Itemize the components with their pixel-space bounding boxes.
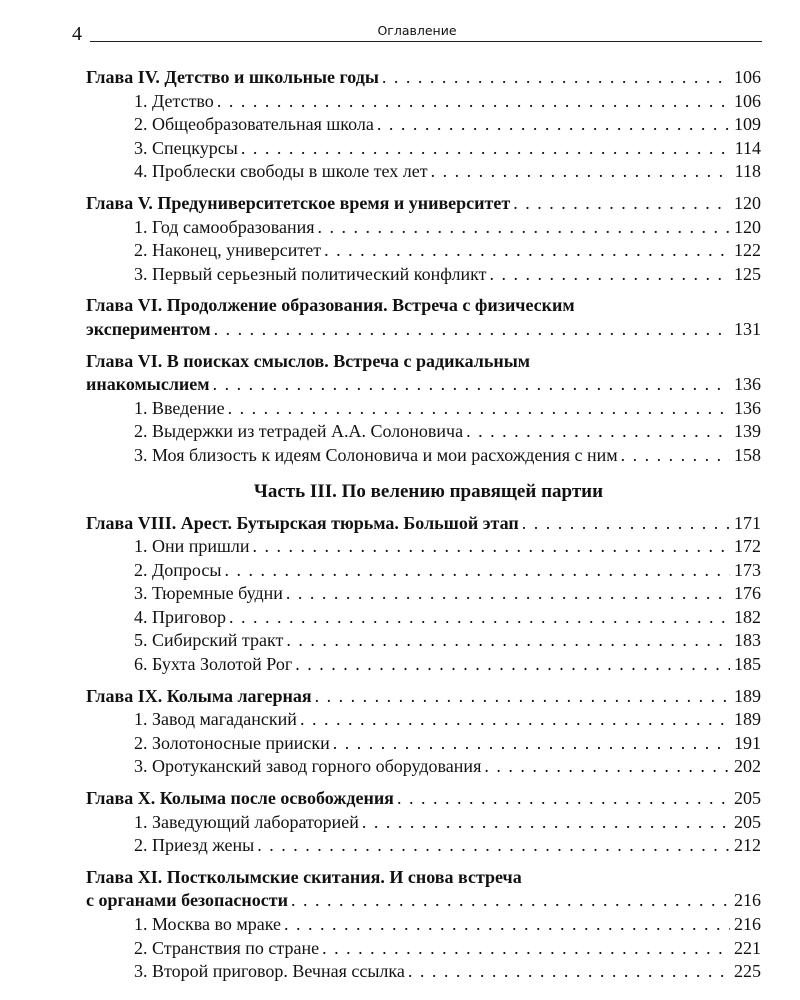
chapter-page: 171 — [734, 512, 761, 533]
table-of-contents — [86, 66, 761, 984]
entry-title: 3. Оротуканский завод горного оборудования — [134, 756, 482, 777]
chapter-page: 131 — [734, 318, 761, 339]
page-number: 4 — [72, 23, 82, 45]
header-rule — [90, 41, 762, 42]
entry-page: 114 — [734, 137, 761, 158]
entry-title: 1. Заведующий лабораторией — [134, 811, 359, 832]
toc-chapter-11-line1[interactable]: Глава XI. Постколымские скитания. И снова встреча — [86, 866, 522, 887]
entry-title: 3. Моя близость к идеям Солоновича и мои расхождения с ним — [134, 444, 618, 465]
dot-leader — [324, 239, 730, 263]
dot-leader — [362, 811, 730, 835]
toc-entry[interactable] — [86, 535, 761, 559]
entry-title: 2. Странствия по стране — [134, 937, 320, 958]
entry-title: 2. Наконец, университет — [134, 240, 322, 261]
dot-leader — [408, 960, 730, 984]
toc-entry[interactable] — [86, 263, 761, 287]
entry-title: 5. Сибирский тракт — [134, 630, 284, 651]
toc-chapter-6-line1[interactable]: Глава VI. Продолжение образования. Встреча с физическим — [86, 295, 575, 316]
entry-title: 1. Они пришли — [134, 536, 250, 557]
entry-page: 212 — [734, 835, 761, 856]
toc-entry[interactable] — [86, 811, 761, 835]
chapter-page: 106 — [734, 67, 761, 87]
toc-entry[interactable] — [86, 137, 761, 161]
toc-chapter-6-line2[interactable] — [86, 318, 761, 342]
entry-title: 2. Допросы — [134, 559, 222, 580]
dot-leader — [489, 263, 730, 287]
toc-entry[interactable] — [86, 732, 761, 756]
entry-page: 173 — [734, 559, 761, 580]
entry-title: 3. Тюремные будни — [134, 583, 283, 604]
toc-entry[interactable] — [86, 160, 761, 184]
toc-entry[interactable] — [86, 559, 761, 583]
toc-entry[interactable] — [86, 834, 761, 858]
entry-page: 225 — [734, 961, 761, 982]
dot-leader — [213, 373, 730, 397]
toc-chapter-10[interactable] — [86, 787, 761, 811]
running-title — [72, 22, 762, 40]
entry-page: 172 — [734, 536, 761, 557]
part-heading: Часть III. По велению правящей партии — [253, 480, 604, 502]
entry-title: 2. Золотоносные прииски — [134, 732, 330, 753]
toc-entry[interactable] — [86, 444, 761, 468]
dot-leader — [224, 559, 730, 583]
toc-entry[interactable] — [86, 113, 761, 137]
dot-leader — [286, 582, 730, 606]
entry-title: 3. Спецкурсы — [134, 137, 238, 158]
dot-leader — [315, 685, 730, 709]
toc-entry[interactable] — [86, 960, 761, 984]
dot-leader — [284, 913, 730, 937]
entry-title: 6. Бухта Золотой Рог — [134, 654, 293, 675]
dot-leader — [228, 397, 730, 421]
entry-title: 4. Проблески свободы в школе тех лет — [134, 161, 428, 182]
running-title-text: Оглавление — [371, 23, 462, 38]
entry-page: 109 — [734, 114, 761, 135]
entry-page: 158 — [734, 444, 761, 465]
entry-page: 120 — [734, 216, 761, 237]
entry-page: 176 — [734, 583, 761, 604]
dot-leader — [318, 216, 730, 240]
toc-entry[interactable] — [86, 397, 761, 421]
entry-page: 183 — [734, 630, 761, 651]
chapter-title: Глава VIII. Арест. Бутырская тюрьма. Большой этап — [86, 512, 519, 533]
toc-entry[interactable] — [86, 629, 761, 653]
toc-entry[interactable] — [86, 90, 761, 114]
chapter-title: с органами безопасности — [86, 890, 288, 911]
dot-leader — [621, 444, 730, 468]
entry-page: 136 — [734, 397, 761, 418]
toc-chapter-11-line2[interactable] — [86, 889, 761, 913]
chapter-page: 216 — [734, 890, 761, 911]
chapter-title: инакомыслием — [86, 374, 210, 395]
entry-page: 205 — [734, 811, 761, 832]
entry-page: 139 — [734, 421, 761, 442]
entry-page: 122 — [734, 240, 761, 261]
entry-title: 3. Первый серьезный политический конфликт — [134, 263, 487, 284]
dot-leader — [513, 192, 730, 216]
entry-page: 191 — [734, 732, 761, 753]
entry-page: 125 — [734, 263, 761, 284]
dot-leader — [229, 606, 730, 630]
chapter-title: экспериментом — [86, 318, 211, 339]
entry-page: 202 — [734, 756, 761, 777]
entry-page: 182 — [734, 606, 761, 627]
dot-leader — [431, 160, 730, 184]
dot-leader — [377, 113, 730, 137]
dot-leader — [257, 834, 730, 858]
dot-leader — [484, 755, 730, 779]
entry-page: 189 — [734, 709, 761, 730]
toc-entry[interactable] — [86, 653, 761, 677]
toc-chapter-7-line1[interactable]: Глава VI. В поисках смыслов. Встреча с радикальным — [86, 350, 531, 371]
dot-leader — [322, 937, 730, 961]
entry-page: 221 — [734, 937, 761, 958]
entry-page: 185 — [734, 654, 761, 675]
toc-chapter-5[interactable] — [86, 192, 761, 216]
dot-leader — [522, 512, 730, 536]
chapter-page: 205 — [734, 788, 761, 809]
entry-page: 106 — [734, 90, 761, 111]
chapter-page: 120 — [734, 192, 761, 213]
entry-title: 1. Год самообразования — [134, 216, 315, 237]
entry-title: 1. Введение — [134, 397, 225, 418]
dot-leader — [300, 708, 730, 732]
toc-entry[interactable] — [86, 755, 761, 779]
toc-chapter-4[interactable] — [86, 66, 761, 90]
toc-entry[interactable] — [86, 420, 761, 444]
toc-entry[interactable] — [86, 937, 761, 961]
dot-leader — [295, 653, 730, 677]
toc-entry[interactable] — [86, 582, 761, 606]
entry-page: 118 — [734, 161, 761, 182]
dot-leader — [241, 137, 730, 161]
entry-page: 216 — [734, 914, 761, 934]
dot-leader — [253, 535, 730, 559]
entry-title: 1. Завод магаданский — [134, 709, 297, 730]
toc-chapter-8[interactable] — [86, 512, 761, 536]
toc-entry[interactable] — [86, 606, 761, 630]
entry-title: 1. Москва во мраке — [134, 914, 282, 934]
chapter-title: Глава IV. Детство и школьные годы — [86, 67, 379, 87]
entry-title: 1. Детство — [134, 90, 214, 111]
entry-title: 2. Приезд жены — [134, 835, 255, 856]
dot-leader — [466, 420, 730, 444]
running-head — [72, 22, 762, 46]
entry-title: 2. Выдержки из тетрадей А.А. Солоновича — [134, 421, 464, 442]
toc-chapter-9[interactable] — [86, 685, 761, 709]
toc-chapter-7-line2[interactable] — [86, 373, 761, 397]
dot-leader — [286, 629, 730, 653]
toc-entry[interactable] — [86, 913, 761, 937]
dot-leader — [291, 889, 730, 913]
chapter-title: Глава X. Колыма после освобождения — [86, 788, 394, 809]
chapter-title: Глава V. Предуниверситетское время и университет — [86, 192, 511, 213]
chapter-page: 136 — [734, 374, 761, 395]
toc-entry[interactable] — [86, 708, 761, 732]
chapter-page: 189 — [734, 685, 761, 706]
toc-entry[interactable] — [86, 239, 761, 263]
dot-leader — [397, 787, 730, 811]
chapter-title: Глава IX. Колыма лагерная — [86, 685, 312, 706]
dot-leader — [214, 318, 730, 342]
entry-title: 2. Общеобразовательная школа — [134, 114, 374, 135]
toc-entry[interactable] — [86, 216, 761, 240]
entry-title: 3. Второй приговор. Вечная ссылка — [134, 961, 405, 982]
entry-title: 4. Приговор — [134, 606, 226, 627]
dot-leader — [382, 66, 730, 90]
dot-leader — [333, 732, 730, 756]
dot-leader — [217, 90, 730, 114]
